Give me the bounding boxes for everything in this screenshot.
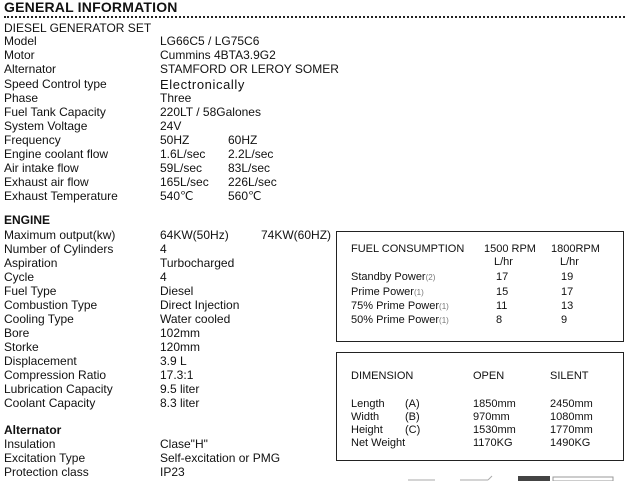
spec-value: 9.5 liter	[160, 382, 200, 396]
spec-label: Alternator	[4, 62, 57, 76]
fuel-row-value-1500: 15	[496, 286, 509, 298]
spec-value-alt: 2.2L/sec	[228, 147, 274, 161]
spec-value: Direct Injection	[160, 298, 240, 312]
fuel-row-value-1800: 13	[561, 300, 574, 312]
fuel-row-value-1500: 8	[496, 314, 503, 326]
spec-value: Three	[160, 91, 192, 105]
spec-label: Excitation Type	[4, 451, 86, 465]
spec-value-alt: 560℃	[228, 189, 262, 203]
spec-value-alt: 74KW(60HZ)	[261, 228, 332, 242]
dimension-row-silent: 1770mm	[550, 424, 593, 436]
fuel-consumption-header: FUEL CONSUMPTION	[351, 243, 465, 255]
generator-drawing-fragment	[400, 470, 625, 481]
spec-label: Aspiration	[4, 256, 58, 270]
spec-value: 165L/sec	[160, 175, 209, 189]
spec-label: Displacement	[4, 354, 77, 368]
spec-label: Number of Cylinders	[4, 242, 114, 256]
spec-value: 102mm	[160, 326, 201, 340]
fuel-row-label-text: 75% Prime Power	[351, 300, 440, 312]
spec-label: Speed Control type	[4, 77, 107, 91]
dimension-row-open: 970mm	[473, 411, 510, 423]
dimension-row-silent: 1490KG	[550, 437, 591, 449]
spec-value: Water cooled	[160, 312, 231, 326]
spec-label: Exhaust Temperature	[4, 189, 118, 203]
spec-label: Air intake flow	[4, 161, 79, 175]
fuel-row-note: (2)	[425, 273, 436, 282]
dimension-row-open: 1170KG	[473, 437, 513, 449]
fuel-row-note: (1)	[413, 288, 424, 297]
spec-value: Turbocharged	[160, 256, 235, 270]
spec-label: Exhaust air flow	[4, 175, 89, 189]
spec-label: Motor	[4, 48, 35, 62]
dimension-row-label: Width	[351, 411, 380, 423]
spec-value: 1.6L/sec	[160, 147, 206, 161]
spec-label: Insulation	[4, 437, 56, 451]
fuel-col-1500rpm: 1500 RPM	[484, 243, 536, 255]
dimension-row-silent: 1080mm	[550, 411, 593, 423]
spec-value: 17.3:1	[160, 368, 194, 382]
fuel-row-label	[351, 300, 449, 313]
spec-value: 4	[160, 242, 167, 256]
spec-value: IP23	[160, 465, 185, 479]
fuel-unit-1500: L/hr	[494, 256, 513, 268]
dimension-header: DIMENSION	[351, 370, 414, 382]
fuel-unit-1800: L/hr	[560, 256, 579, 268]
fuel-row-label-text: 50% Prime Power	[351, 314, 440, 326]
spec-value: 220LT / 58Galones	[160, 105, 261, 119]
fuel-row-value-1800: 19	[561, 271, 574, 283]
title-dotted-divider	[4, 16, 625, 18]
spec-value: 50HZ	[160, 133, 190, 147]
spec-label: Protection class	[4, 465, 89, 479]
spec-label: Frequency	[4, 133, 61, 147]
general-subheader: DIESEL GENERATOR SET	[4, 21, 152, 35]
fuel-row-label-text: Standby Power	[351, 271, 426, 283]
spec-value: LG66C5 / LG75C6	[160, 34, 260, 48]
spec-value: Diesel	[160, 284, 194, 298]
dimension-row-open: 1850mm	[473, 398, 516, 410]
spec-label: Cycle	[4, 270, 35, 284]
fuel-row-label-text: Prime Power	[351, 286, 414, 298]
spec-label: Combustion Type	[4, 298, 98, 312]
fuel-consumption-table	[336, 231, 624, 342]
spec-value: STAMFORD OR LEROY SOMER	[160, 62, 339, 76]
spec-label: System Voltage	[4, 119, 88, 133]
spec-value: 24V	[160, 119, 182, 133]
fuel-row-label	[351, 314, 449, 327]
spec-value: 8.3 liter	[160, 396, 200, 410]
dimension-col-silent: SILENT	[550, 370, 589, 382]
fuel-row-label	[351, 271, 435, 284]
spec-value-alt: 226L/sec	[228, 175, 277, 189]
fuel-row-value-1500: 11	[496, 300, 508, 312]
spec-value-alt: 60HZ	[228, 133, 258, 147]
spec-label: Lubrication Capacity	[4, 382, 113, 396]
fuel-row-value-1800: 17	[561, 286, 574, 298]
spec-label: Engine coolant flow	[4, 147, 109, 161]
dimension-row-label: Length	[351, 398, 385, 410]
spec-value: Cummins 4BTA3.9G2	[160, 48, 276, 62]
spec-label: Fuel Type	[4, 284, 57, 298]
dimension-row-key: (A)	[405, 398, 420, 410]
dimension-col-open: OPEN	[473, 370, 505, 382]
spec-value: 3.9 L	[160, 354, 187, 368]
spec-value-alt: 83L/sec	[228, 161, 271, 175]
fuel-row-value-1500: 17	[496, 271, 509, 283]
spec-label: Compression Ratio	[4, 368, 107, 382]
spec-label: Fuel Tank Capacity	[4, 105, 106, 119]
dimension-table	[336, 352, 624, 461]
page-title: GENERAL INFORMATION	[4, 0, 178, 15]
spec-value: 540℃	[160, 189, 194, 203]
spec-value: 120mm	[160, 340, 201, 354]
dimension-row-label: Height	[351, 424, 383, 436]
spec-value: 4	[160, 270, 167, 284]
spec-label: Bore	[4, 326, 30, 340]
spec-label: Cooling Type	[4, 312, 74, 326]
dimension-row-label: Net Weight	[351, 437, 406, 449]
spec-label: Coolant Capacity	[4, 396, 96, 410]
fuel-row-label	[351, 286, 424, 299]
dimension-row-silent: 2450mm	[550, 398, 593, 410]
dimension-row-key: (B)	[405, 411, 420, 423]
fuel-col-1800rpm: 1800RPM	[551, 243, 600, 255]
alternator-section-header: Alternator	[4, 423, 62, 437]
spec-value: Clase"H"	[160, 437, 208, 451]
dimension-row-key: (C)	[405, 424, 421, 436]
spec-label: Maximum output(kw)	[4, 228, 116, 242]
spec-label: Storke	[4, 340, 39, 354]
spec-value: 64KW(50Hz)	[160, 228, 229, 242]
fuel-row-note: (1)	[439, 316, 449, 325]
dimension-row-open: 1530mm	[473, 424, 516, 436]
spec-value: 59L/sec	[160, 161, 203, 175]
fuel-row-note: (1)	[439, 302, 449, 311]
spec-label: Model	[4, 34, 37, 48]
fuel-row-value-1800: 9	[561, 314, 568, 326]
engine-section-header: ENGINE	[4, 213, 51, 227]
spec-label: Phase	[4, 91, 39, 105]
spec-value: Self-excitation or PMG	[160, 451, 281, 465]
spec-value: Electronically	[160, 77, 245, 92]
